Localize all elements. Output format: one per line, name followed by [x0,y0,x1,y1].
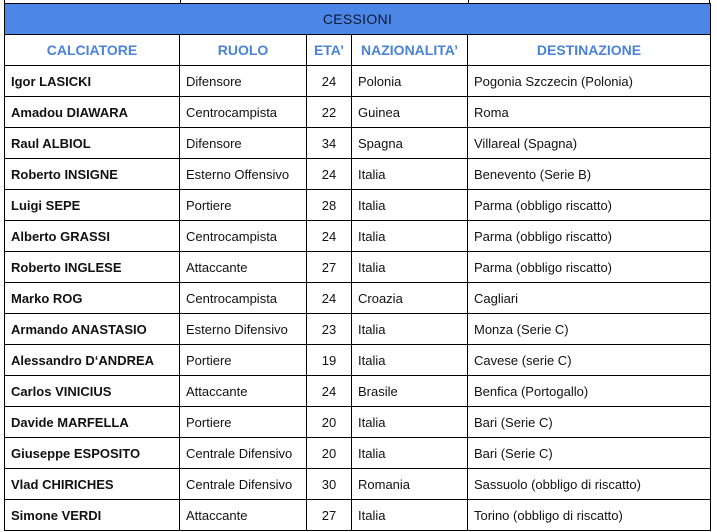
header-row [5,35,711,66]
destination-cell: Bari (Serie C) [468,407,711,438]
table-row [5,500,711,531]
destination-cell: Bari (Serie C) [468,438,711,469]
nationality-cell: Croazia [352,283,468,314]
destination-cell: Pogonia Szczecin (Polonia) [468,66,711,97]
role-cell: Portiere [180,345,307,376]
role-cell: Difensore [180,66,307,97]
header-player: CALCIATORE [5,35,180,66]
player-cell: Carlos VINICIUS [5,376,180,407]
nationality-cell: Italia [352,407,468,438]
role-cell: Attaccante [180,376,307,407]
table-row [5,128,711,159]
role-cell: Portiere [180,407,307,438]
destination-cell: Monza (Serie C) [468,314,711,345]
player-cell: Simone VERDI [5,500,180,531]
table-row [5,438,711,469]
table-row [5,469,711,500]
role-cell: Centrale Difensivo [180,438,307,469]
player-cell: Amadou DIAWARA [5,97,180,128]
age-cell: 28 [307,190,352,221]
age-cell: 20 [307,438,352,469]
player-cell: Alessandro D‘ANDREA [5,345,180,376]
role-cell: Centrocampista [180,221,307,252]
destination-cell: Sassuolo (obbligo di riscatto) [468,469,711,500]
role-cell: Esterno Offensivo [180,159,307,190]
nationality-cell: Romania [352,469,468,500]
player-cell: Raul ALBIOL [5,128,180,159]
destination-cell: Cavese (serie C) [468,345,711,376]
nationality-cell: Spagna [352,128,468,159]
nationality-cell: Italia [352,345,468,376]
table-body [5,66,711,531]
table-title: CESSIONI [5,4,711,35]
table-row [5,190,711,221]
player-cell: Roberto INSIGNE [5,159,180,190]
header-nationality: NAZIONALITA’ [352,35,468,66]
destination-cell: Benfica (Portogallo) [468,376,711,407]
nationality-cell: Guinea [352,97,468,128]
destination-cell: Cagliari [468,283,711,314]
age-cell: 24 [307,66,352,97]
nationality-cell: Polonia [352,66,468,97]
role-cell: Centrocampista [180,283,307,314]
table-row [5,345,711,376]
header-role: RUOLO [180,35,307,66]
destination-cell: Parma (obbligo riscatto) [468,221,711,252]
nationality-cell: Italia [352,159,468,190]
destination-cell: Roma [468,97,711,128]
transfers-table [4,3,711,531]
player-cell: Vlad CHIRICHES [5,469,180,500]
table-row [5,252,711,283]
player-cell: Davide MARFELLA [5,407,180,438]
nationality-cell: Italia [352,221,468,252]
age-cell: 24 [307,221,352,252]
role-cell: Portiere [180,190,307,221]
age-cell: 19 [307,345,352,376]
role-cell: Attaccante [180,252,307,283]
table-row [5,314,711,345]
table-row [5,97,711,128]
role-cell: Centrocampista [180,97,307,128]
table-row [5,283,711,314]
destination-cell: Benevento (Serie B) [468,159,711,190]
role-cell: Esterno Difensivo [180,314,307,345]
destination-cell: Parma (obbligo riscatto) [468,252,711,283]
nationality-cell: Italia [352,438,468,469]
player-cell: Giuseppe ESPOSITO [5,438,180,469]
age-cell: 30 [307,469,352,500]
age-cell: 24 [307,376,352,407]
nationality-cell: Italia [352,314,468,345]
table-row [5,159,711,190]
age-cell: 27 [307,500,352,531]
nationality-cell: Italia [352,190,468,221]
role-cell: Attaccante [180,500,307,531]
player-cell: Luigi SEPE [5,190,180,221]
table-row [5,221,711,252]
player-cell: Alberto GRASSI [5,221,180,252]
nationality-cell: Italia [352,252,468,283]
nationality-cell: Italia [352,500,468,531]
age-cell: 24 [307,159,352,190]
player-cell: Marko ROG [5,283,180,314]
title-row [5,4,711,35]
age-cell: 27 [307,252,352,283]
destination-cell: Torino (obbligo di riscatto) [468,500,711,531]
role-cell: Centrale Difensivo [180,469,307,500]
role-cell: Difensore [180,128,307,159]
age-cell: 20 [307,407,352,438]
nationality-cell: Brasile [352,376,468,407]
destination-cell: Villareal (Spagna) [468,128,711,159]
destination-cell: Parma (obbligo riscatto) [468,190,711,221]
player-cell: Armando ANASTASIO [5,314,180,345]
table-row [5,407,711,438]
player-cell: Igor LASICKI [5,66,180,97]
player-cell: Roberto INGLESE [5,252,180,283]
age-cell: 23 [307,314,352,345]
header-age: ETA’ [307,35,352,66]
age-cell: 24 [307,283,352,314]
age-cell: 34 [307,128,352,159]
table-row [5,66,711,97]
header-destination: DESTINAZIONE [468,35,711,66]
table-row [5,376,711,407]
age-cell: 22 [307,97,352,128]
